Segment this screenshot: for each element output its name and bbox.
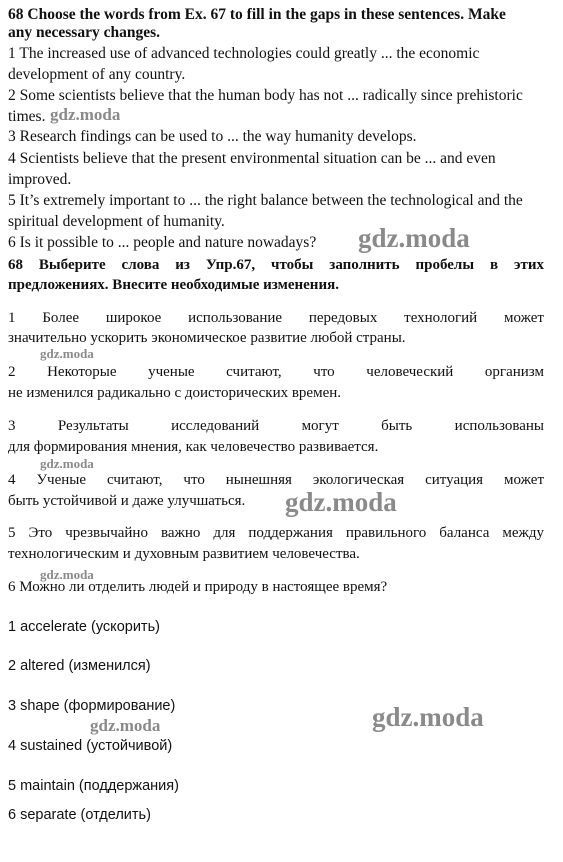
sentence-en-4: 4 Scientists believe that the present environmental situation can be ... and even bbox=[8, 150, 496, 167]
answer-4: 4 sustained (устойчивой) bbox=[8, 738, 173, 754]
watermark: gdz.moda bbox=[40, 456, 94, 471]
sentence-en-5-cont: spiritual development of humanity. bbox=[8, 213, 225, 230]
sentence-ru-1: 1 Более широкое использование передовых технологий может bbox=[8, 310, 544, 326]
sentence-ru-5: 5 Это чрезвычайно важно для поддержания правильного баланса между bbox=[8, 525, 544, 541]
answer-6: 6 separate (отделить) bbox=[8, 807, 151, 823]
exercise-title-en-cont: any necessary changes. bbox=[8, 24, 160, 41]
watermark: gdz.moda bbox=[285, 487, 397, 517]
sentence-en-3: 3 Research findings can be used to ... the way humanity develops. bbox=[8, 128, 417, 145]
watermark: gdz.moda bbox=[40, 567, 94, 582]
sentence-en-6: 6 Is it possible to ... people and nature nowadays? bbox=[8, 234, 317, 251]
exercise-title-en: 68 Choose the words from Ex. 67 to fill in the gaps in these sentences. Make bbox=[8, 6, 506, 23]
sentence-ru-5-cont: технологическим и духовным развитием человечества. bbox=[8, 546, 360, 562]
watermark: gdz.moda bbox=[372, 702, 484, 732]
watermark: gdz.moda bbox=[90, 716, 161, 735]
exercise-title-ru-cont: предложениях. Внесите необходимые изменения. bbox=[8, 277, 339, 293]
answer-5: 5 maintain (поддержания) bbox=[8, 778, 179, 794]
exercise-title-ru: 68 Выберите слова из Упр.67, чтобы заполнить пробелы в этих bbox=[8, 257, 544, 273]
watermark: gdz.moda bbox=[50, 105, 121, 124]
sentence-en-1: 1 The increased use of advanced technologies could greatly ... the economic bbox=[8, 45, 480, 62]
sentence-en-4-cont: improved. bbox=[8, 171, 72, 188]
sentence-ru-1-cont: значительно ускорить экономическое развитие любой страны. bbox=[8, 330, 406, 346]
sentence-ru-2-cont: не изменился радикально с доисторических времен. bbox=[8, 385, 342, 401]
answer-1: 1 accelerate (ускорить) bbox=[8, 619, 160, 635]
sentence-ru-6: 6 Можно ли отделить людей и природу в настоящее время? bbox=[8, 579, 388, 595]
sentence-ru-3: 3 Результаты исследований могут быть использованы bbox=[8, 418, 544, 434]
sentence-en-2-cont: times. bbox=[8, 108, 46, 125]
sentence-en-2: 2 Some scientists believe that the human body has not ... radically since prehistoric bbox=[8, 87, 523, 104]
sentence-en-5: 5 It’s extremely important to ... the right balance between the technological and the bbox=[8, 192, 523, 209]
watermark: gdz.moda bbox=[358, 223, 470, 253]
sentence-ru-4: 4 Ученые считают, что нынешняя экологическая ситуация может bbox=[8, 472, 544, 488]
answer-3: 3 shape (формирование) bbox=[8, 698, 176, 714]
watermark: gdz.moda bbox=[40, 346, 94, 361]
sentence-ru-2: 2 Некоторые ученые считают, что человеческий организм bbox=[8, 364, 544, 380]
answer-2: 2 altered (изменился) bbox=[8, 658, 151, 674]
sentence-en-1-cont: development of any country. bbox=[8, 66, 186, 83]
sentence-ru-4-cont: быть устойчивой и даже улучшаться. bbox=[8, 493, 246, 509]
sentence-ru-3-cont: для формирования мнения, как человечество развивается. bbox=[8, 439, 379, 455]
